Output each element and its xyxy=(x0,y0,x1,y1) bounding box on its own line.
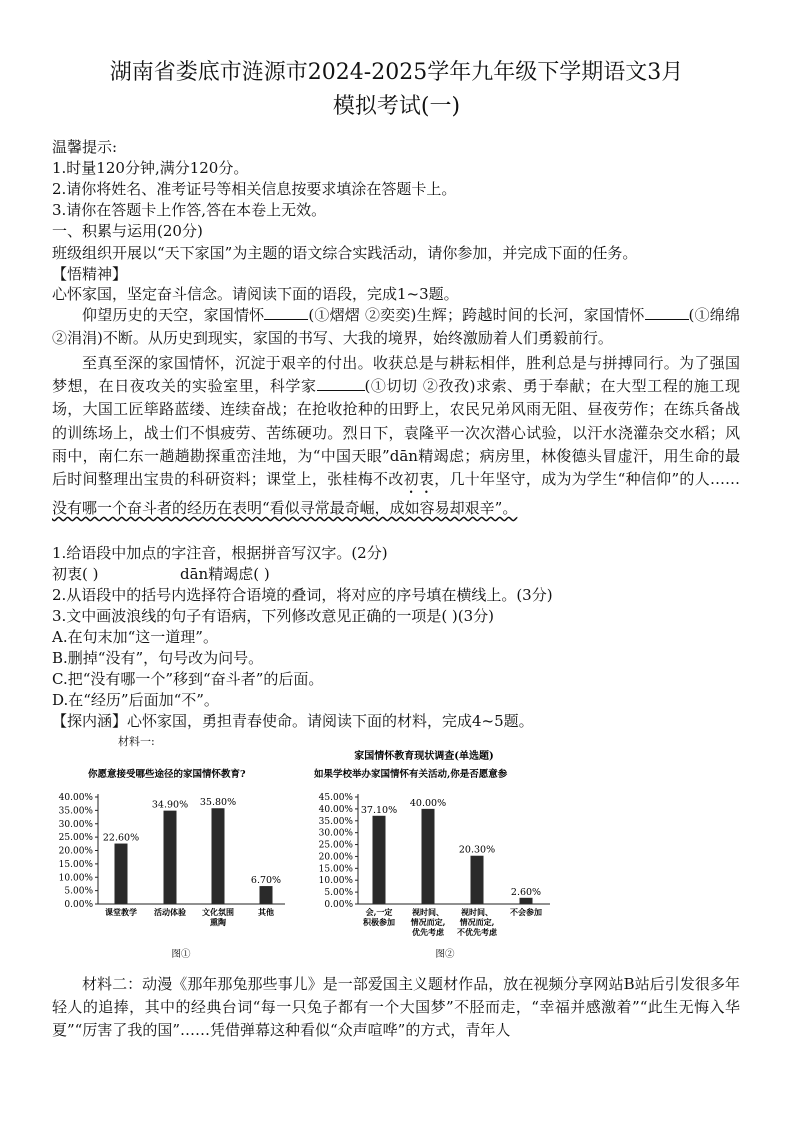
bar xyxy=(115,844,128,904)
chart-1 xyxy=(59,768,285,960)
y-tick-label: 15.00% xyxy=(318,864,353,875)
y-tick-label: 30.00% xyxy=(58,819,93,830)
option-a[interactable]: A.在句末加“这一道理”。 xyxy=(52,628,218,646)
chart-suptitle: 家国情怀教育现状调查(单选题) xyxy=(354,751,494,762)
wavy-sentence: 没有哪一个奋斗者的经历在表明“看似寻常最奇崛，成如容易却艰辛”。 xyxy=(52,499,518,518)
figure-label: 图② xyxy=(435,949,455,960)
y-tick-label: 40.00% xyxy=(318,804,353,815)
y-tick-label: 15.00% xyxy=(58,859,93,870)
category-label: 视时间、 xyxy=(412,907,444,917)
answer-blank[interactable] xyxy=(317,376,365,391)
category-label: 文化氛围 xyxy=(202,907,234,917)
category-label: 优先考虑 xyxy=(412,927,444,937)
option-b[interactable]: B.删掉“没有”，句号改为问号。 xyxy=(52,649,264,667)
bar xyxy=(520,898,533,904)
y-tick-label: 10.00% xyxy=(58,873,93,884)
answer-blank[interactable] xyxy=(264,305,308,320)
y-tick-label: 35.00% xyxy=(318,816,353,827)
material-2-paragraph: 材料二：动漫《那年那兔那些事儿》是一部爱国主义题材作品，放在视频分享网站B站后引发很多年轻人的追捧，其中的经典台词“每一只兔子都有一个大国梦”不胫而走，“幸福并感激着”“此生无悔入华夏”“厉害了我的国”……凭借弹幕这种看似“众声喧哗”的方式，青年人 xyxy=(52,975,740,1040)
question-2: 2.从语段中的括号内选择符合语境的叠词，将对应的序号填在横线上。(3分) xyxy=(52,586,553,604)
data-label: 2.60% xyxy=(510,886,542,898)
task-intro: 心怀家国，坚定奋斗信念。请阅读下面的语段，完成1~3题。 xyxy=(52,285,459,303)
tips-heading: 温馨提示: xyxy=(52,138,118,156)
category-label: 熏陶 xyxy=(210,917,226,927)
passage-paragraph-2: 至真至深的家国情怀，沉淀于艰辛的付出。收获总是与耕耘相伴，胜利总是与拼搏同行。为了强国梦想，在日夜攻关的实验室里，科学家 (①切切 ②孜孜)求索、勇于奉献；在大型工程的施工现场，大国工匠筚路蓝缕、连续奋战；在抢收抢种的田野上，农民兄弟风雨无阻、昼夜劳作；在练兵备战的训练场上，战士们不惧疲劳、苦练硬功。烈日下，袁隆平一次次潜心试验，以汗水浇灌杂交水稻；风雨中，南仁东一趟趟勘探重峦洼地，为“中国天眼”dān精竭虑；病房里，林俊德头冒虚汗，用生命的最后时间整理出宝贵的科研资料；课堂上，张桂梅不改初衷，几十年坚守，成为为学生“种信仰”的人……没有哪一个奋斗者的经历在表明“看似寻常最奇崛，成如容易却艰辛”。 xyxy=(52,354,740,518)
task-label xyxy=(52,264,127,284)
section-heading: 一、积累与运用(20分) xyxy=(52,222,203,240)
bar xyxy=(471,856,484,904)
chart-title: 如果学校举办家国情怀有关活动,你是否愿意参 xyxy=(314,769,508,780)
section-intro: 班级组织开展以“天下家国”为主题的语文综合实践活动，请你参加，并完成下面的任务。 xyxy=(52,244,638,262)
y-tick-label: 25.00% xyxy=(318,840,353,851)
data-label: 22.60% xyxy=(102,832,140,844)
bar xyxy=(260,886,273,904)
exam-title-line2: 模拟考试(一) xyxy=(332,94,461,119)
y-tick-label: 20.00% xyxy=(318,852,353,863)
dotted-word: 初衷 xyxy=(403,470,435,489)
tip-item: 1.时量120分钟,满分120分。 xyxy=(52,159,249,177)
y-tick-label: 10.00% xyxy=(318,876,353,887)
task-label-text: 【悟精神】 xyxy=(52,265,128,283)
y-tick-label: 25.00% xyxy=(58,833,93,844)
task-2: 【探内涵】心怀家国，勇担青春使命。请阅读下面的材料，完成4~5题。 xyxy=(52,712,534,730)
question-1: 1.给语段中加点的字注音，根据拼音写汉字。(2分) xyxy=(52,544,388,562)
data-label: 20.30% xyxy=(458,844,496,856)
category-label: 积极参加 xyxy=(363,917,395,927)
category-label: 不优先考虑 xyxy=(457,927,497,937)
survey-charts xyxy=(0,742,793,972)
exam-title-line1: 湖南省娄底市涟源市2024-2025学年九年级下学期语文3月 xyxy=(109,60,684,85)
y-tick-label: 35.00% xyxy=(58,806,93,817)
data-label: 6.70% xyxy=(250,875,282,887)
figure-label: 图① xyxy=(171,949,191,960)
chart-2 xyxy=(314,768,550,960)
data-label: 40.00% xyxy=(409,797,447,809)
question-3: 3.文中画波浪线的句子有语病，下列修改意见正确的一项是( )(3分) xyxy=(52,607,495,625)
category-label: 视时间、 xyxy=(461,907,493,917)
y-tick-label: 0.00% xyxy=(324,900,353,910)
category-label: 情况而定, xyxy=(410,917,446,927)
answer-blank[interactable] xyxy=(645,305,689,320)
bar xyxy=(164,811,177,904)
question-1-answer-b[interactable]: dān精竭虑( ) xyxy=(180,565,270,583)
category-label: 课堂教学 xyxy=(105,907,137,917)
category-label: 其他 xyxy=(258,907,274,917)
bar xyxy=(422,809,435,904)
passage-paragraph-1: 仰望历史的天空，家国情怀 (①熠熠 ②奕奕)生辉；跨越时间的长河，家国情怀 (①绵绵 ②涓涓)不断。从历史到现实，家国的书写、大我的境界，始终激励着人们勇毅前行。 xyxy=(52,306,740,348)
task-label-text: 【探内涵】 xyxy=(52,712,128,730)
option-d[interactable]: D.在“经历”后面加“不”。 xyxy=(52,691,219,709)
data-label: 35.80% xyxy=(199,797,237,809)
category-label: 不会参加 xyxy=(510,907,542,917)
y-tick-label: 5.00% xyxy=(64,886,93,897)
tip-item: 2.请你将姓名、准考证号等相关信息按要求填涂在答题卡上。 xyxy=(52,180,457,198)
question-1-answer-a[interactable]: 初衷( ) xyxy=(52,565,99,583)
option-c[interactable]: C.把“没有哪一个”移到“奋斗者”的后面。 xyxy=(52,670,324,688)
bar xyxy=(212,808,225,904)
y-tick-label: 40.00% xyxy=(58,793,93,803)
category-label: 会,一定 xyxy=(365,907,393,917)
data-label: 37.10% xyxy=(360,804,398,816)
bar xyxy=(373,816,386,904)
chart-title: 你愿意接受哪些途径的家国情怀教育? xyxy=(88,769,246,780)
y-tick-label: 0.00% xyxy=(64,900,93,910)
y-tick-label: 45.00% xyxy=(318,793,353,803)
category-label: 情况而定, xyxy=(459,917,495,927)
material-1-label: 材料一: xyxy=(118,735,155,748)
y-tick-label: 20.00% xyxy=(58,846,93,857)
data-label: 34.90% xyxy=(151,799,189,811)
category-label: 活动体验 xyxy=(154,907,186,917)
tip-item: 3.请你在答题卡上作答,答在本卷上无效。 xyxy=(52,201,327,219)
y-tick-label: 5.00% xyxy=(324,888,353,899)
y-tick-label: 30.00% xyxy=(318,828,353,839)
